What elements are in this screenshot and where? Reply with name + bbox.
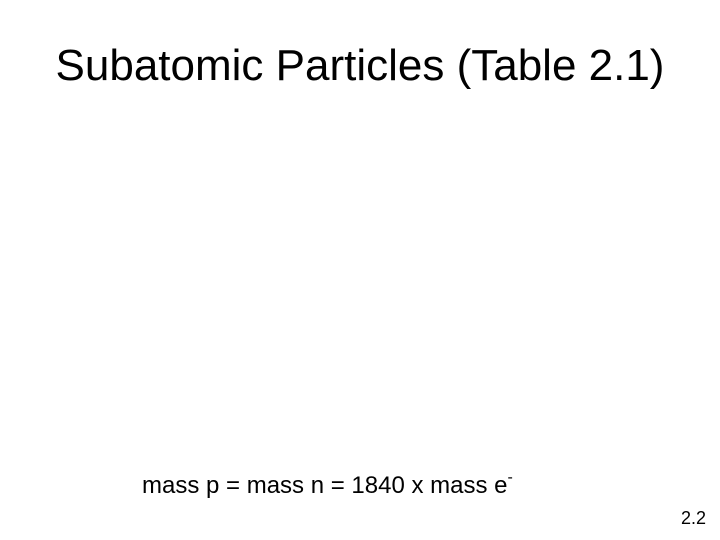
mass-relation-text: mass p = mass n = 1840 x mass e <box>142 472 508 499</box>
slide-number: 2.2 <box>680 508 706 528</box>
slide-title: Subatomic Particles (Table 2.1) <box>55 41 665 90</box>
mass-relation-note <box>142 470 513 502</box>
electron-charge-superscript: - <box>507 469 513 486</box>
